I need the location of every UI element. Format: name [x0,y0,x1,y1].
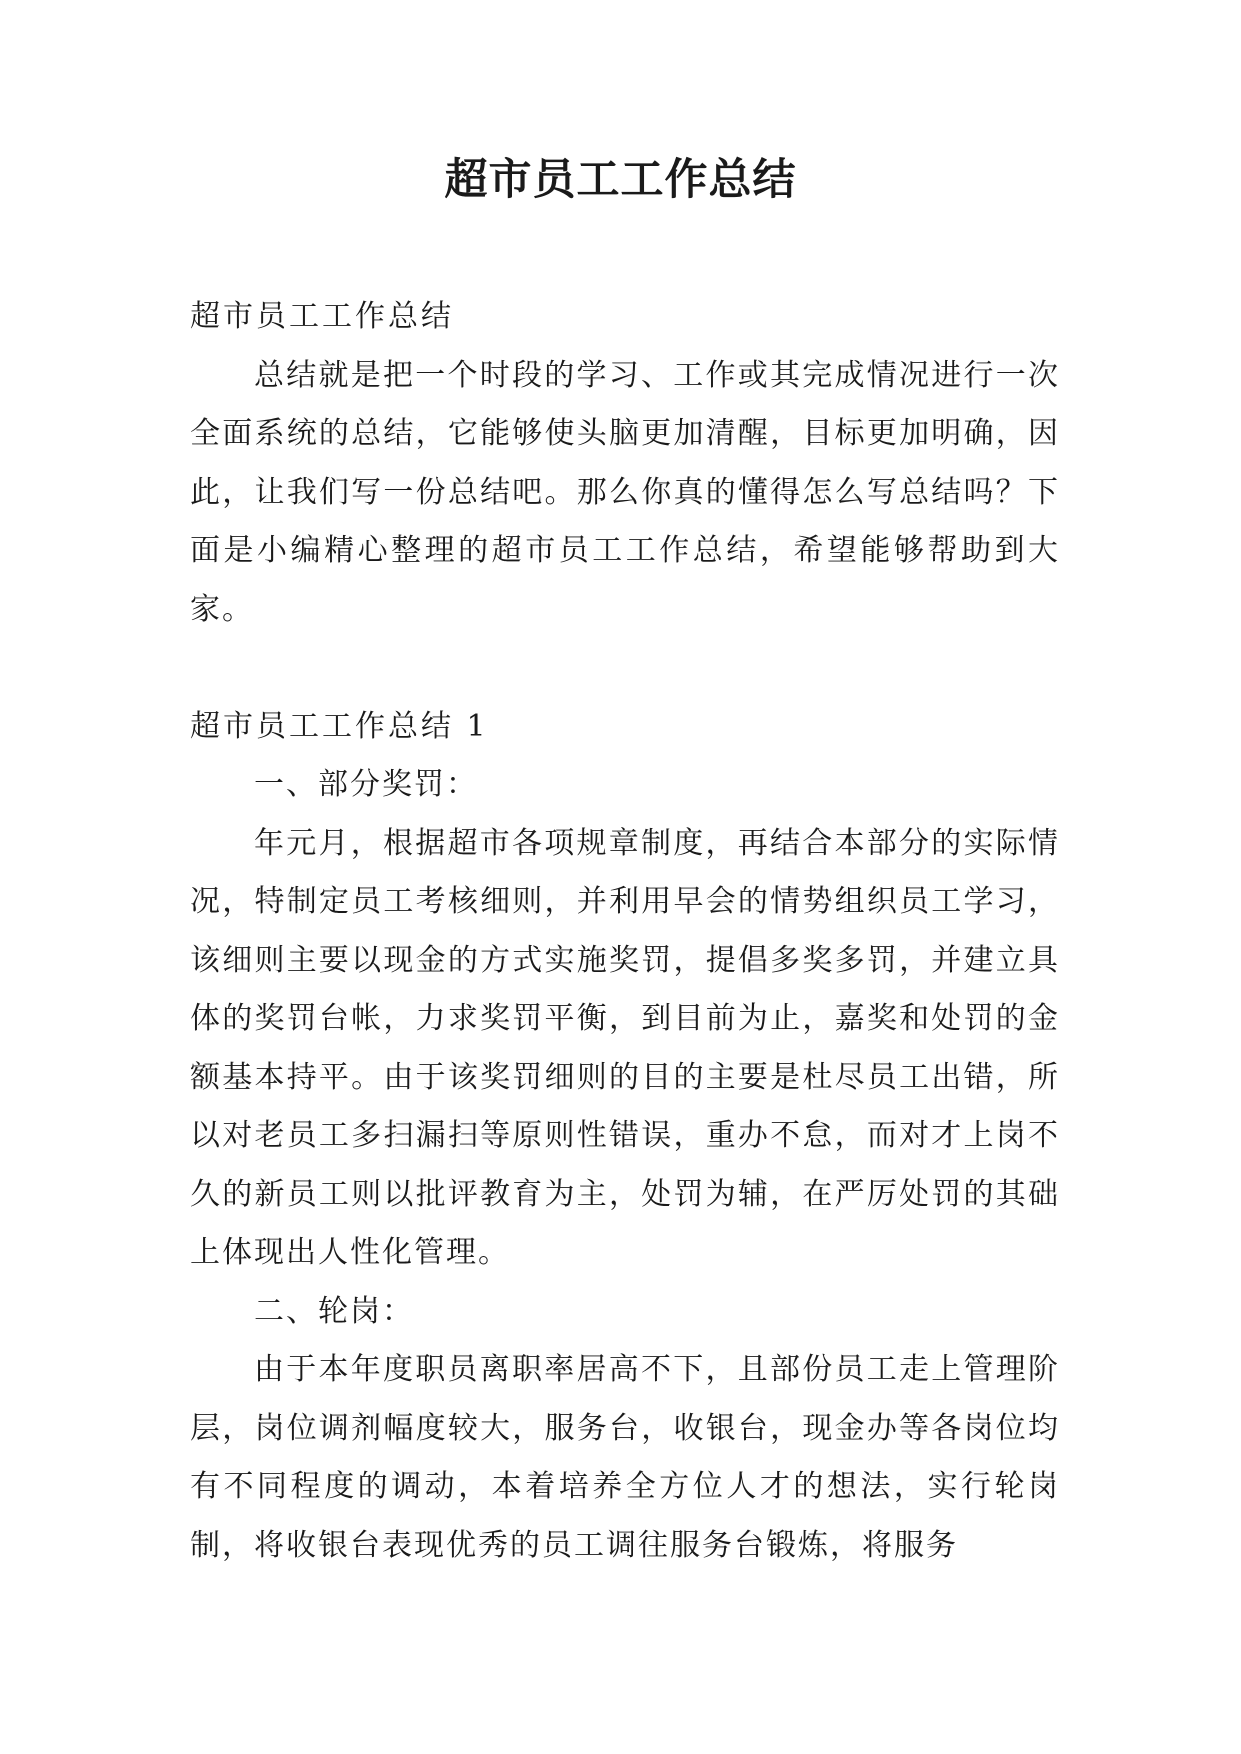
part-1-paragraph: 年元月，根据超市各项规章制度，再结合本部分的实际情况，特制定员工考核细则，并利用早会的情势组织员工学习，该细则主要以现金的方式实施奖罚，提倡多奖多罚，并建立具体的奖罚台帐，力求奖罚平衡，到目前为止，嘉奖和处罚的金额基本持平。由于该奖罚细则的目的主要是杜尽员工出错，所以对老员工多扫漏扫等原则性错误，重办不怠，而对才上岗不久的新员工则以批评教育为主，处罚为辅，在严厉处罚的其础上体现出人性化管理。 [190,825,1060,1270]
section-1-heading: 超市员工工作总结 1 [190,708,489,744]
paragraph-spacer [190,639,1060,698]
intro-paragraph: 总结就是把一个时段的学习、工作或其完成情况进行一次全面系统的总结，它能够使头脑更加清醒，目标更加明确，因此，让我们写一份总结吧。那么你真的懂得怎么写总结吗？下面是小编精心整理的超市员工工作总结，希望能够帮助到大家。 [190,357,1060,627]
part-1-heading: 一、部分奖罚： [254,767,478,802]
part-2-paragraph: 由于本年度职员离职率居高不下，且部份员工走上管理阶层，岗位调剂幅度较大，服务台，收银台，现金办等各岗位均有不同程度的调动，本着培养全方位人才的想法，实行轮岗制，将收银台表现优秀的员工调往服务台锻炼，将服务 [190,1352,1060,1563]
document-title: 超市员工工作总结 [444,155,797,205]
document-subtitle: 超市员工工作总结 [190,299,454,334]
part-2-heading: 二、轮岗： [254,1293,414,1329]
document-body [190,288,1060,1575]
